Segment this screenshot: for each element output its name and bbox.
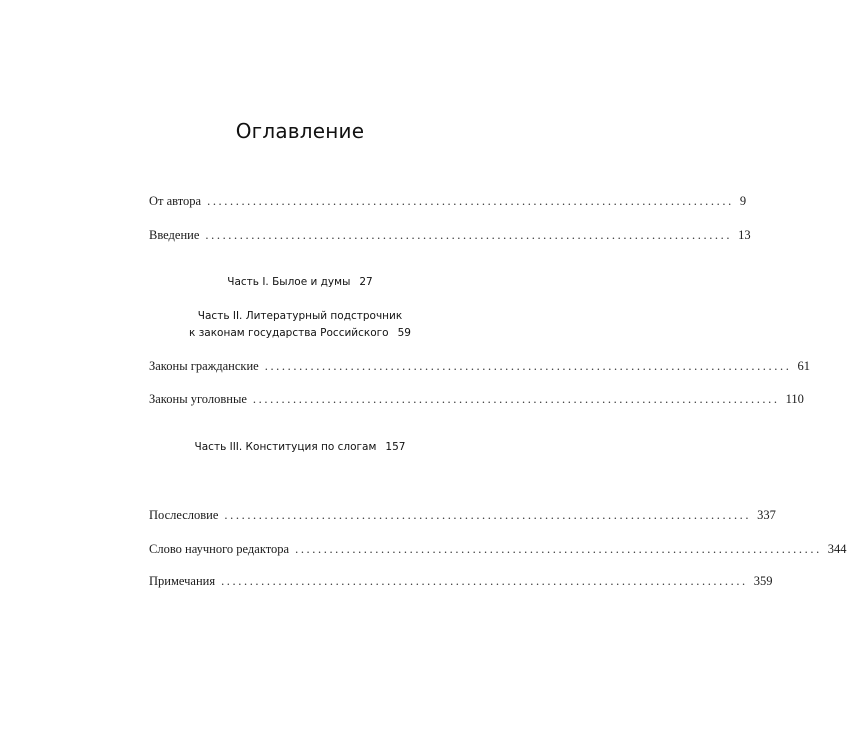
toc-entry[interactable]: [149, 541, 847, 557]
toc-entry-label: Законы гражданские: [149, 359, 259, 373]
toc-entry-page: 344: [827, 542, 847, 556]
toc-entry-label: Примечания: [149, 574, 216, 588]
part-label-line-2: к законам государства Российского: [189, 327, 389, 339]
toc-entry-page: 110: [785, 392, 804, 406]
toc-entry[interactable]: [149, 193, 747, 209]
toc-entry[interactable]: [149, 507, 776, 523]
toc-part-3[interactable]: [0, 439, 600, 456]
toc-entry[interactable]: [149, 573, 773, 589]
toc-entry-page: 337: [757, 508, 776, 522]
toc-entry-page: 9: [739, 194, 747, 208]
toc-entry-label: Законы уголовные: [149, 392, 247, 406]
page-title: Оглавление: [235, 119, 365, 143]
toc-dot-leader: ............................................................................................: [295, 542, 822, 556]
toc-dot-leader: ............................................................................................: [224, 508, 752, 522]
toc-entry-label: Слово научного редактора: [149, 542, 290, 556]
toc-part-1[interactable]: [0, 274, 600, 291]
part-label: Часть III. Конституция по слогам: [194, 441, 377, 453]
toc-dot-leader: ............................................................................................: [221, 574, 748, 588]
toc-entry-label: Введение: [149, 228, 200, 242]
part-page: 157: [385, 441, 406, 453]
part-page: 59: [397, 327, 411, 339]
toc-entry-page: 13: [738, 228, 751, 242]
toc-dot-leader: ............................................................................................: [252, 392, 780, 406]
toc-dot-leader: ............................................................................................: [264, 359, 792, 373]
toc-entry-label: Послесловие: [149, 508, 219, 522]
toc-entry-label: От автора: [149, 194, 202, 208]
toc-entry-page: 359: [753, 574, 773, 588]
toc-entry[interactable]: [149, 227, 751, 243]
toc-entry[interactable]: [149, 391, 804, 407]
toc-dot-leader: ............................................................................................: [205, 228, 733, 242]
toc-dot-leader: ............................................................................................: [207, 194, 734, 208]
part-page: 27: [359, 276, 373, 288]
toc-part-2[interactable]: [0, 308, 600, 342]
part-label-line-1: Часть II. Литературный подстрочник: [197, 310, 403, 322]
part-label: Часть I. Былое и думы: [227, 276, 351, 288]
toc-entry[interactable]: [149, 358, 810, 374]
toc-entry-page: 61: [797, 359, 810, 373]
